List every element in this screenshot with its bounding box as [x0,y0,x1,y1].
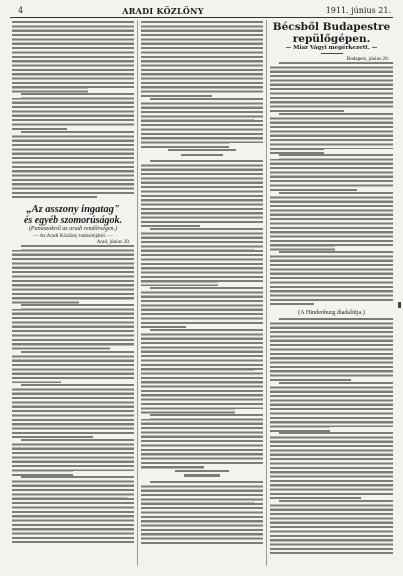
article-byline: — Az Aradi Közlöny tudósítójától. — [33,232,113,239]
page-number: 4 [18,6,24,15]
text-line [181,154,224,156]
margin-mark [398,302,401,308]
body-paragraph [141,287,263,328]
body-paragraph [12,476,134,543]
column-divider [266,20,267,566]
section-heading: (A Hindenburg diadalútja.) [298,308,365,316]
body-paragraph [270,192,393,251]
body-paragraph [270,62,393,112]
article-headline: Bécsből Budapestre [272,21,391,33]
article-headline: „Az asszony ingatag" [26,203,120,215]
body-paragraph [270,318,393,381]
text-line [184,474,221,476]
article-headline-line2: repülőgépen. [292,33,371,45]
body-paragraph [141,481,263,544]
column-1 [12,21,134,567]
body-paragraph [12,351,134,384]
column-3 [270,21,393,567]
body-paragraph [141,98,263,148]
column-2 [141,21,263,567]
centered-lines [141,470,263,479]
body-paragraph [12,131,134,198]
text-line [168,149,235,151]
body-paragraph [270,382,393,432]
body-paragraph [12,245,134,304]
body-paragraph [270,432,393,499]
article-dateline: Arad, június 20. [96,239,130,246]
body-paragraph [141,160,263,227]
headline-rule [321,53,343,54]
masthead: ARADI KÖZLÖNY [122,6,204,16]
body-paragraph [141,329,263,414]
body-paragraph [12,304,134,350]
body-paragraph [270,113,393,154]
body-paragraph [12,384,134,438]
column-divider [137,20,138,566]
body-paragraph [141,414,263,468]
body-paragraph [270,154,393,191]
article-headline-line2: és egyéb szomorúságok. [23,214,123,226]
body-paragraph [141,21,263,97]
body-paragraph [12,93,134,130]
body-paragraph [141,228,263,287]
centered-lines [141,149,263,158]
article-subtitle: (Panaszokról az aradi rendőrségen.) [28,225,118,232]
text-line [175,470,230,472]
issue-date: 1911. június 21. [325,6,391,15]
body-paragraph [270,251,393,305]
article-dateline: Budapest, június 20. [346,56,389,62]
body-paragraph [270,500,393,554]
header-rule [10,17,393,18]
article-subtitle: — Miar Vágyi megérkezett. — [285,45,378,51]
body-paragraph [12,21,134,93]
body-paragraph [12,439,134,476]
